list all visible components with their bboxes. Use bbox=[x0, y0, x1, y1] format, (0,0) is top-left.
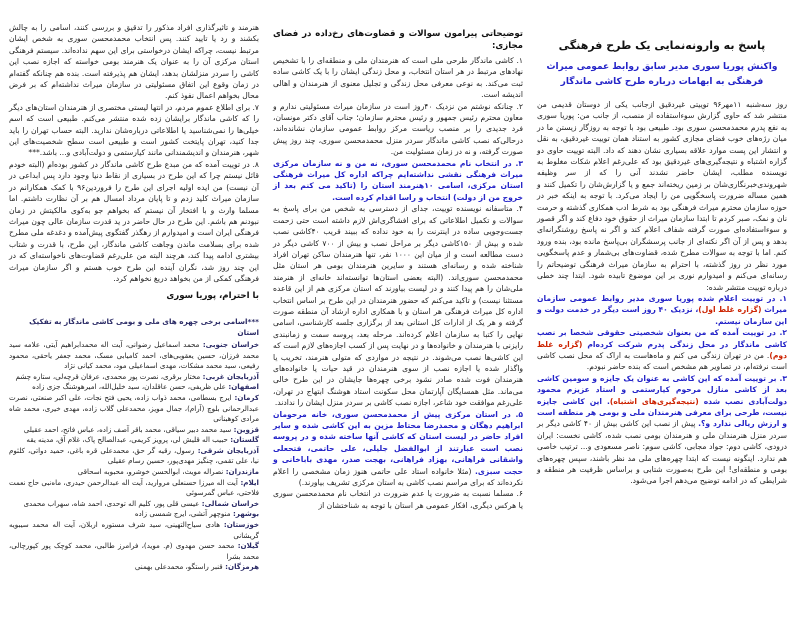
text-segment: ۴. متاسفانه نویسنده توییت، جدای از دسترسی به شخص من برای پاسخ به سوالات و تکمیل اطلاعاتی که برای افشاگری‌اش لازم داشته است حتی زحمت جست‌وجویی ساده در اینترنت را به خود نداده که ببیند قریب ۴۰کاشی نصب شده و بیش از ۱۵۰کاشی دیگر بر مراحل نصب و بیش از ۷۰۰ کاشی دیگر در دست مطالعه است و از میان این ۱۰۰۰ نفر، تنها هنرمندان ساکن تهران افراد شناخته شده و رسانه‌ای هستند و سایرین هنرمندان بومی هر استان مثل محمدمحسن سوری‌اند. (البته بعضی استان‌ها توانسته‌اند خانه‌ای از هنرمند ملی‌شان را هم پیدا کنند و در لیست بیاورند که استان مرکزی هم از این قاعده مستثنا نیست) و تاکید می‌کنم که حضور هنرمندان در این طرح بر اساس انتخاب اداره کل میراث فرهنگی هر استان و با همکاری اداره ارشاد آن منطقه صورت گرفته و هر یک از ادارات کل استانی بعد از برگزاری جلسه کارشناسی، اسامی نهایی را کتبا به سازمان اعلام کرده‌اند. مرحله بعد، پروسه سمت و زمانبندی رایزنی با هنرمندان و خانواده‌ها و در نهایت پس از کسب اجازه‌های لازم است که این کاشی‌ها نصب می‌شوند. در نتیجه در مواردی که متولی هنرمند، تخریب یا واگذار شده یا اجازه نصب از سوی هنرمندان در قید حیات یا خانواده‌های هنرمندان فوت شده صادر نشود برخی چهره‌ها جایشان در این طرح خالی می‌ماند. مثل همسایگان آپارتمان محل سکونت استاد هوشنگ ابتهاج در تهران، علی‌رغم موافقت خود شاعر، اجازه نصب کاشی بر سردر منزل ایشان را ندادند. bbox=[273, 204, 523, 408]
paragraph bbox=[273, 488, 523, 511]
text-segment: هنرمند و تاثیرگذاری افراد مذکور را تدقیق و بررسی کنند، اسامی را به چالش بکشند و رد یا تایید کنند. پس انتخاب محمدمحسن سوری به شخص ایشان مرتبط نیست، چراکه ایشان درخواستی برای این سهم نداده‌اند. سیستم فرهنگی استان مرکزی آن را به عنوان یک هنرمند بومی خواسته که اجازه نصب این کاشی را سردر منزلشان بدهد، ایشان هم پذیرفته است. بنده هم چنانکه گفته‌ام در زمان وقوع این اتفاق مسئولیتی در سازمان میراث نداشته‌ام که بر فرض محال بخواهم اعمال نفوذ کنم. bbox=[9, 23, 259, 101]
paragraph bbox=[9, 22, 259, 102]
text-segment: قزوین: bbox=[231, 424, 259, 434]
text-segment: محمد حسن مهدوی (م. موید)، فرامرز طالبی، محمد کوچک پور کپورچالی، محمد بشرا bbox=[9, 541, 259, 561]
paragraph bbox=[537, 293, 787, 327]
text-segment: محمد اسماعیل رضوانی، آیت اله محمدابراهیم آیتی، علامه سید محمد فرزان، حسین یعقوبی‌های، احمد کامیابی مسک، محمد جعفر یاحقی، محمود رفیعی، سید محمد مشکات، مهدی اسماعیلی مود، محمد کیانی نژاد bbox=[9, 339, 259, 371]
province-entry bbox=[9, 520, 259, 541]
paragraph bbox=[9, 159, 259, 284]
paragraph bbox=[537, 327, 787, 373]
text-segment: گلستان: bbox=[227, 435, 259, 445]
signature-line bbox=[9, 291, 259, 301]
text-segment: روز سه‌شنبه ۱۱مهر۹۶ توییتی غیردقیق ازجانب یکی از دوستان قدیمی من منتشر شد که حاوی گزارش سوءاستفاده از منصب، از جانب من: پوریا سوری به نفع پدرم محمدمحسن سوری بود. طبیعی بود با توجه به روزگار زیستن ما در میان رژه‌های خوب فضای مجازی کشور به استناد همان توییت غیردقیق، به نقل و انتشار این پست موارد علاقه بسیاری نشان دهند که داد. البته توییت حاوی دو گزاره اشتباه و نتیجه‌گیری‌های غیردقیق بود که علی‌رغم اعلام شکات مغلوط به نویسنده مطلب، ایشان حاضر نشدند آنی را که از سر وظیفه شهروندی‌خبرنگاری‌شان بر زمین ریخته‌اند جمع و یا گزارش‌شان را تکمیل کنند و همین مساله ضرورت پاسخگویی من را ایجاد می‌کرد. با توجه به اینکه خبر در حوزه سازمان محترم میراث فرهنگی بود به شرط ادب همکاری گذشته و حرمت نان و نمک، صبر کردم تا ابتدا سازمان میراث از حقوق خود دفاع کند و اگر قصور و سوءاستفاده‌ای صورت گرفته شفاف اعلام کند و اگر نه پاسخ روشنگرانه‌ای بدهد و پس از آن اگر نکته‌ای از جانب پرسشگران بی‌پاسخ مانده بود، بنده ورود کنم. اما با توجه به سوالات مطرح شده، قضاوت‌های بی‌شمار و عدم پاسخگویی مورد نظر در روز گذشته، با احترام به سازمان میراث فرهنگی توضیحاتم را رسانه‌ای می‌کنم و امیدوارم نوری بر این موضوع تابیده شود. ابتدا چند خطی درباره توییت منتشر شده: bbox=[537, 100, 787, 292]
text-segment: ۲. در توییت آمده که من بعنوان شخصیتی حقوقی شخصا بر نصب کاشی ماندگار در محل زندگی پدرم شرکت کرده‌ام bbox=[537, 328, 787, 349]
text-segment: (مثلا خانواده استاد علی حاتمی هنوز زمان مشخصی را اعلام نکرده‌اند که برای مراسم نصب کاشی به استان مرکزی تشریف بیاورند.) bbox=[273, 466, 523, 488]
province-entry bbox=[9, 446, 259, 467]
text-segment: علی ظریفی، حسن عاقلدان، سید خلیل‌الله، امیرهوشنگ جزی زاده bbox=[32, 382, 226, 392]
paragraph bbox=[273, 409, 523, 489]
text-segment: ۷. برای اطلاع عموم مردم، در انتها لیستی مختصری از هنرمندان استان‌های دیگر را که کاشی ماندگار برایشان زده شده منتشر می‌کنم. طبیعی است که اسم خیلی‌ها را نمی‌شناسید یا اطلاعاتی درباره‌شان ندارید. البته حساب تهران را باید جدا کنید، تهران پایتخت کشور است و طبیعی است سطح شخصیت‌های این شهر، هنرمندان و اندیشمندانی مانند کیارستمی و دولت‌آبادی و... باشد.*** bbox=[9, 102, 259, 158]
column-left-body bbox=[9, 22, 259, 573]
column-right-body bbox=[537, 99, 787, 487]
province-entry bbox=[9, 340, 259, 372]
false-claim-highlight: (گزاره غلط دوم) bbox=[537, 339, 787, 360]
text-segment: . این کاشی جایزه نیست، طرحی برای معرفی هنرمندان ملی و بومی هر منطقه است و ارزش ریالی ندارد و؟. bbox=[537, 396, 788, 429]
false-claim-highlight: (گزاره غلط اول) bbox=[698, 305, 762, 315]
text-segment: ۱. کاشی ماندگار طرحی ملی است که هنرمندان ملی و منطقه‌ای را با تشخیص نهادهای مرتبط در هر استان انتخاب، و محل زندگی ایشان را با یک کاشی ساده ثبت می‌کند. به نوعی معرفی محل زندگی و تجلیل معنوی از هنرمندان و اهالی اندیشه است. bbox=[273, 56, 523, 100]
province-entry bbox=[9, 382, 259, 393]
province-entry bbox=[9, 478, 259, 499]
text-segment: ۳. در انتخاب نام محمدمحسن سوری، نه من و نه سازمان مرکزی میراث فرهنگی نقشی نداشته‌ایم چراکه اداره کل میراث فرهنگی استان مرکزی، اسامی ۱۰هنرمند استان را (تاکید می کنم بعد از خروج من از دولت) انتخاب و راسا اقدام کرده است. bbox=[273, 158, 523, 202]
province-entry bbox=[9, 467, 259, 478]
text-segment: قنبر راستگو، محمدعلی بهمنی bbox=[134, 562, 223, 572]
text-segment: آذربایجان شرقی: bbox=[194, 445, 259, 455]
article-title: پاسخ به وارونه‌نمایی یک طرح فرهنگی bbox=[558, 39, 766, 52]
text-segment: رسول، رقیه گر حق، محمدعلی قره باغی، حمید دواتی، کلثوم نیا، علی تقمی، چنگیز مهدی‌پور، حسین رسام عقیلی bbox=[9, 445, 259, 466]
text-segment: ۳. بر توییت آمده که این کاشی به عنوان یک جایزه و سومین کاشی بعد از کاشی منازل مرحوم کیارستمی و استاد عزیزم محمود دولت‌آبادی نصب شده bbox=[537, 373, 787, 406]
province-entry bbox=[9, 435, 259, 446]
paragraph bbox=[537, 99, 787, 293]
article-subtitle: واکنش پوریا سوری مدیر سابق روابط عمومی میراث فرهنگی به ابهامات درباره طرح کاشی ماندگار bbox=[546, 62, 778, 87]
text-segment: منوچهر آتشی، ایرج شمسی زاده bbox=[134, 509, 231, 519]
column-left bbox=[9, 10, 259, 608]
text-segment: هادی سیاح‌التهینی، سید شرف مستوره اربلان، آیت اله محمد سیبویه گریشانی bbox=[9, 520, 259, 540]
text-segment: . من در تهران زندگی می کنم و ماه‌هاست به اراک که محل نصب کاشی است نرفته‌ام، در تصاویر هم مشخص است که بنده حاضر نبودم. bbox=[537, 350, 787, 372]
text-segment: توضیحاتی پیرامون سوالات و قضاوت‌های رخ‌داده در فضای مجازی: bbox=[273, 29, 523, 51]
text-segment: بوشهر: bbox=[230, 509, 259, 519]
column-middle bbox=[273, 10, 523, 608]
paragraph bbox=[273, 55, 523, 101]
province-entry bbox=[9, 372, 259, 383]
province-entry bbox=[9, 509, 259, 520]
text-segment: ، نزدیک ۴۰ روز است دیگر در خدمت دولت و این سازمان نیستم. bbox=[537, 305, 787, 326]
text-segment: نصراله مویث، ابوالحسن خوشرو، محبوبه اسحاقی bbox=[77, 467, 224, 477]
text-segment: اصفهان: bbox=[225, 382, 259, 392]
text-segment: خراسان شمالی: bbox=[199, 498, 259, 508]
province-entry bbox=[9, 499, 259, 510]
text-segment: ایلام: bbox=[237, 477, 259, 487]
province-entry bbox=[9, 562, 259, 573]
paragraph bbox=[9, 102, 259, 159]
province-entry bbox=[9, 541, 259, 562]
province-list-title bbox=[9, 317, 259, 339]
text-segment: حبیب اله قلیش لی، پرویز کریمی، عبدالصالح پاک، غلام آق، مدینه یقه bbox=[26, 435, 228, 445]
text-segment: هرمزگان: bbox=[222, 562, 259, 572]
text-segment: پیش از نصب این کاشی بیش از ۴۰ کاشی دیگر بر سردر منزل هنرمندان ملی و هنرمندان بومی نصب شده، کاشی نخست: ایران درودی، کاشی دوم: جواد مجابی، کاشی سوم: ناصر مسعودی و... ترتیب خاصی هم ندارد. اینگونه نیست که ابتدا چهره‌های ملی مد نظر باشند، سپس چهره‌های بومی و منطقه‌ای! این طرح به‌صورت شتابی و براساس ظرفیت هر منطقه و شرایطی که در ادامه توضیح می‌دهم اجرا می‌شود. bbox=[537, 419, 787, 486]
text-segment: ایرج بسطامی، محمد ذواب زاده، یحیی فتح نجات، علی اکبر صنعتی، نصرت عبدالرحمانی بلوچ (آرام)، جمال مویز، محمدعلی گلاب زاده، مهدی خیری، محمد شاه مرادی کوهبنانی bbox=[9, 392, 259, 424]
text-segment: ۵. در استان مرکزی پیش از محمدمحسن سوری، خانه مرحومان ابراهیم دهگان و محمدرضا محتاط مزین به این کاشی شده و سایر افراد حاضر در لیست استان که کاشی آنها ساخته شده و در پروسه نصب است عبارتند از ابوالفضل جلیلی، علی حاتمی، فتحعلی واشقانی فراهانی، بهزاد فراهانی، بهجت صدر، مهدی باباخانی و حجت سبزی. bbox=[273, 409, 523, 476]
text-segment: کرمان: bbox=[231, 392, 259, 402]
paragraph bbox=[273, 158, 523, 204]
paragraph bbox=[537, 373, 787, 487]
text-segment: با احترام، پوریا سوری bbox=[166, 291, 259, 302]
column-right bbox=[537, 10, 787, 608]
paragraph bbox=[273, 101, 523, 158]
text-segment: عیسی قلی پور، کلیم اله توحدی، احمد شاه، سهراب محمدی bbox=[23, 498, 200, 508]
text-segment: مازندران: bbox=[223, 467, 259, 477]
text-segment: خوزستان: bbox=[219, 520, 259, 530]
column-middle-body bbox=[273, 28, 523, 511]
text-segment: سید محمد دبیر سیاقی، محمد باقر آصف زاده، عباس فاتح، احمد عقیلی bbox=[23, 424, 232, 434]
paragraph bbox=[273, 203, 523, 408]
text-segment: گیلان: bbox=[234, 541, 259, 551]
text-segment: ۲. چنانکه نوشتم من نزدیک ۴۰روز است در سازمان میراث مسئولیتی ندارم و معاون محترم رئیس جمهور و رئیس محترم سازمان؛ جناب آقای دکتر مونسان، فرد جدیدی را بر منصب ریاست مرکز روابط عمومی سازمان نشانده‌اند، درحالی‌که نصب کاشی ماندگار سردر منزل محمدمحسن سوری، چند روز پیش صورت گرفته، و نه در زمان مسئولیت من. bbox=[273, 101, 523, 157]
section-heading bbox=[273, 28, 523, 52]
province-entry bbox=[9, 393, 259, 425]
text-segment: مختار برقری، نصرت پور محمدی، عرفان قرچه‌لی، ستاره چشم bbox=[15, 371, 201, 381]
text-segment: ۸. در توییت آمده که من مبدع طرح کاشی ماندگار در کشور بوده‌ام (البته خودم قائل نیستم چرا که این طرح در بسیاری از نقاط دنیا وجود دارد پس ابداعی در آن نیست) من ایده اولیه اجرای این طرح را فروردین۹۶ با کمک همکارانم در سازمان میراث کلید زدم و تا پایان مرداد امسال هم بر آن نظارت داشتم. اما مسلما وارث و با افتخار آن نیستم که بخواهم جو به‌کوی مالکیتش در زمان نبودنم هم باشم. این طرح در حال حاضر در ید قدرت سازمان عالی چون میراث فرهنگی ایران است و امیدوارم از رهگذر گفتگوی پیش‌آمده و دغدغه ملی مطرح شده برای بسلامت ماندن وجاهت کاشی ماندگار، این طرح، با قدرت و شتاب بیشتری ادامه پیدا کند، هرچند البته من علی‌رغم قضاوت‌های ناخواسته‌ای که در این چند روز شد، نگران آینده این طرح خوب هستم و اگر سازمان میراث فرهنگی کمکی از من بخواهد دریغ نخواهم کرد. bbox=[9, 159, 259, 283]
text-segment: آذربایجان غربی: bbox=[200, 371, 259, 381]
text-segment: خراسان جنوبی: bbox=[199, 339, 259, 349]
text-segment: ۱. در توییت اعلام شده پوریا سوری مدیر روابط عمومی سازمان میراث bbox=[537, 293, 787, 315]
false-claim-highlight: (نتیجه‌گیری‌های اشتباه) bbox=[609, 396, 699, 406]
text-segment: ***اسامی برخی چهره های ملی و بومی کاشی ماندگار به تفکیک استان bbox=[29, 317, 259, 338]
text-segment: آیت اله میرزا حسنعلی مروارید، آیت اله عبدالرحمن حیدری، ماه‌نبی حاج نعمت فلاحتی، عباس گمرسوئی bbox=[9, 477, 259, 498]
province-entry bbox=[9, 425, 259, 436]
text-segment: ۶. مسلما نسبت به ضرورت یا عدم ضرورت در انتخاب نام محمدمحسن سوری یا هرکس دیگری، افکار عمومی هر استان با توجه به شناختشان از bbox=[273, 489, 523, 510]
